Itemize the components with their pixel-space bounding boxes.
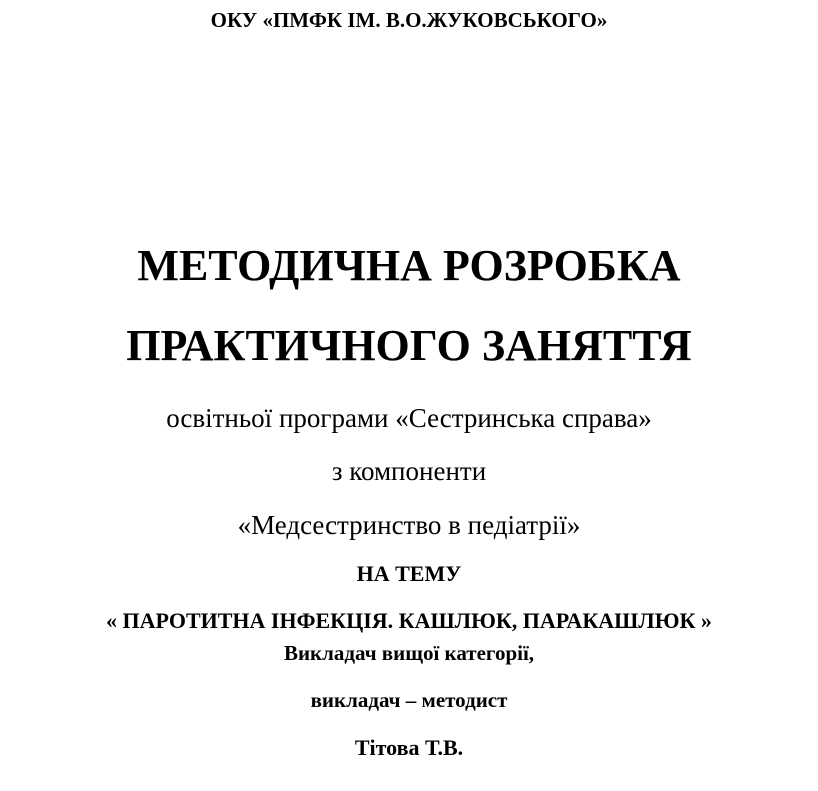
document-title-line-2: ПРАКТИЧНОГО ЗАНЯТТЯ (126, 321, 692, 370)
topic-name: « ПАРОТИТНА ІНФЕКЦІЯ. КАШЛЮК, ПАРАКАШЛЮК » (106, 608, 712, 633)
component-name: «Медсестринство в педіатрії» (237, 510, 581, 540)
author-name: Тітова Т.В. (354, 735, 464, 760)
topic-label: НА ТЕМУ (356, 561, 462, 586)
program-line: освітньої програми «Сестринська справа» (166, 403, 652, 433)
author-position-line-1: Викладач вищої категорії, (283, 641, 535, 665)
document-title-line-1: МЕТОДИЧНА РОЗРОБКА (137, 241, 681, 290)
author-position-line-2: викладач – методист (310, 688, 508, 712)
component-prefix: з компоненти (331, 456, 487, 486)
college-name: ОКУ «ПМФК ІМ. В.О.ЖУКОВСЬКОГО» (210, 8, 608, 32)
